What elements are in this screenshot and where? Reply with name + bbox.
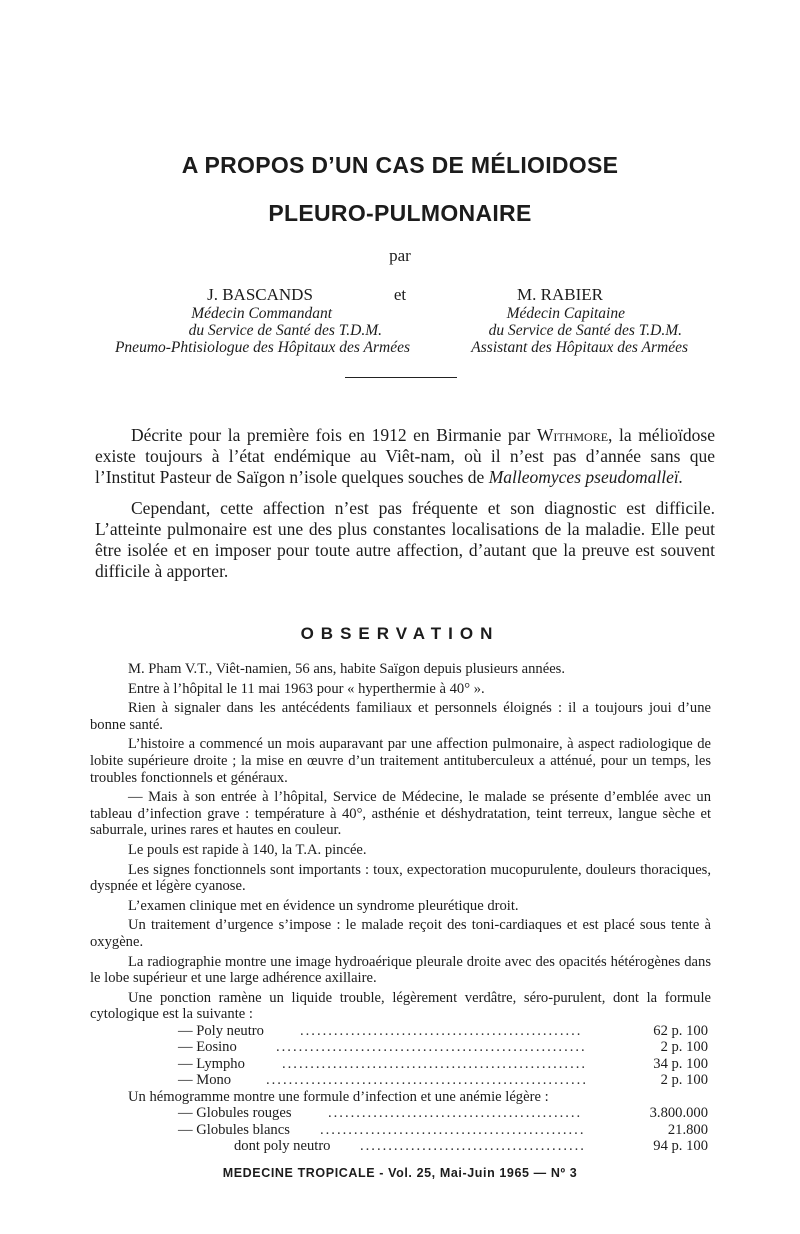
- cytology-value: 2 p. 100: [660, 1072, 708, 1089]
- title-divider: [345, 377, 457, 378]
- author-1-role: Pneumo-Phtisiologue des Hôpitaux des Armées: [114, 339, 410, 356]
- species-name: Malleomyces pseudomalleï.: [488, 467, 684, 487]
- section-heading-observation: OBSERVATION: [300, 624, 500, 643]
- cytology-row: [178, 1023, 708, 1040]
- observation-body: [90, 661, 711, 1155]
- obs-paragraph-2: Entre à l’hôpital le 11 mai 1963 pour « hyperthermie à 40° ».: [128, 680, 485, 697]
- intro-paragraph-1: [95, 425, 715, 488]
- introduction: [95, 425, 715, 582]
- obs-paragraph-9: Un traitement d’urgence s’impose : le malade reçoit des toni-cardiaques et est placé sous tente à oxygène.: [90, 917, 711, 950]
- leader-dots: ......................................................: [282, 1055, 588, 1072]
- hemogram-value: 94 p. 100: [653, 1138, 708, 1155]
- author-1-rank: Médecin Commandant: [191, 305, 332, 322]
- obs-paragraph-3: Rien à signaler dans les antécédents familiaux et personnels éloignés : il a toujours joui d’une bonne santé.: [90, 700, 711, 733]
- cytology-row: [178, 1072, 708, 1089]
- cytology-value: 62 p. 100: [653, 1022, 708, 1039]
- intro-text-b: , la mélioïdose existe toujours à l’état endémique au Viêt-nam, où il n’est pas d’année sans que l’Institut Pasteur de Saïgon n’isole quelques souches de: [95, 425, 715, 487]
- obs-paragraph-11: Une ponction ramène un liquide trouble, légèrement verdâtre, séro-purulent, dont la formule cytologique est la suivante :: [90, 989, 711, 1023]
- cytology-table: [178, 1023, 708, 1089]
- leader-dots: ...............................................: [320, 1121, 586, 1138]
- leader-dots: ........................................: [360, 1138, 586, 1155]
- hemogram-row: [178, 1138, 708, 1155]
- obs-paragraph-8: L’examen clinique met en évidence un syndrome pleurétique droit.: [128, 897, 519, 914]
- intro-paragraph-2: Cependant, cette affection n’est pas fréquente et son diagnostic est difficile. L’atteinte pulmonaire est une des plus constantes localisations de la maladie. Elle peut être isolée et en imposer pour toute autre affection, d’autant que la preuve est souvent difficile à apporter.: [95, 498, 715, 581]
- leader-dots: .............................................: [328, 1105, 583, 1122]
- obs-paragraph-6: Le pouls est rapide à 140, la T.A. pincée.: [128, 841, 367, 858]
- hemogram-label: dont poly neutro: [234, 1138, 331, 1155]
- cytology-label: — Poly neutro: [178, 1022, 264, 1039]
- author-1-affiliation: [40, 305, 410, 356]
- author-2-rank: Médecin Capitaine: [506, 305, 625, 322]
- author-2-name: M. RABIER: [517, 285, 603, 304]
- cytology-label: — Lympho: [178, 1055, 245, 1072]
- leader-dots: .........................................................: [266, 1072, 588, 1089]
- hemogram-label: — Globules blancs: [178, 1121, 290, 1138]
- hemogram-value: 21.800: [667, 1121, 708, 1138]
- author-1-name: J. BASCANDS: [207, 285, 313, 304]
- leader-dots: ..................................................: [300, 1022, 583, 1039]
- cytology-value: 34 p. 100: [653, 1055, 708, 1072]
- author-1-service: du Service de Santé des T.D.M.: [188, 322, 382, 339]
- hemogram-intro: Un hémogramme montre une formule d’infection et une anémie légère :: [128, 1088, 549, 1105]
- hemogram-row: [178, 1105, 708, 1122]
- obs-paragraph-1: M. Pham V.T., Viêt-namien, 56 ans, habite Saïgon depuis plusieurs années.: [128, 661, 566, 677]
- author-2-role: Assistant des Hôpitaux des Armées: [471, 339, 688, 356]
- hemogram-row: [178, 1122, 708, 1139]
- obs-paragraph-10: La radiographie montre une image hydroaérique pleurale droite avec des opacités hétérogènes dans le lobe supérieur et une large adhérence axillaire.: [90, 953, 711, 987]
- hemogram-label: — Globules rouges: [178, 1105, 292, 1122]
- cytology-label: — Mono: [178, 1072, 232, 1089]
- author-2-affiliation: [430, 305, 700, 356]
- by-word: par: [389, 246, 411, 265]
- intro-text-a: Décrite pour la première fois en 1912 en Birmanie par: [131, 425, 537, 445]
- obs-paragraph-7: Les signes fonctionnels sont importants : toux, expectoration mucopurulente, douleurs thoraciques, dyspnée et légère cyanose.: [90, 861, 711, 895]
- cytology-row: [178, 1039, 708, 1056]
- hemogram-value: 3.800.000: [649, 1105, 708, 1122]
- cytology-row: [178, 1056, 708, 1073]
- article-title-line-1: A PROPOS D’UN CAS DE MÉLIOIDOSE: [181, 152, 619, 178]
- article-title-line-2: PLEURO-PULMONAIRE: [268, 200, 532, 226]
- obs-paragraph-4: L’histoire a commencé un mois auparavant par une affection pulmonaire, à aspect radiologique de lobite supérieure droite ; la mise en œuvre d’un traitement antituberculeux a atténué, pour un temps, les troubles fonctionnels et généraux.: [90, 736, 711, 786]
- cytology-value: 2 p. 100: [660, 1039, 708, 1056]
- author-2-service: du Service de Santé des T.D.M.: [488, 322, 682, 339]
- and-word: et: [393, 285, 407, 304]
- leader-dots: .......................................................: [276, 1039, 587, 1056]
- hemogram-table: [178, 1105, 708, 1155]
- journal-footer: MEDECINE TROPICALE - Vol. 25, Mai-Juin 1965 — Nº 3: [222, 1166, 578, 1180]
- cytology-label: — Eosino: [178, 1039, 237, 1056]
- author-reference-withmore: Withmore: [536, 425, 609, 445]
- obs-paragraph-5: — Mais à son entrée à l’hôpital, Service de Médecine, le malade se présente d’emblée avec un tableau d’infection grave : température à 40°, asthénie et déshydratation, teint terreux, langue sèche et saburrale, urines rares et hautes en couleur.: [90, 789, 711, 839]
